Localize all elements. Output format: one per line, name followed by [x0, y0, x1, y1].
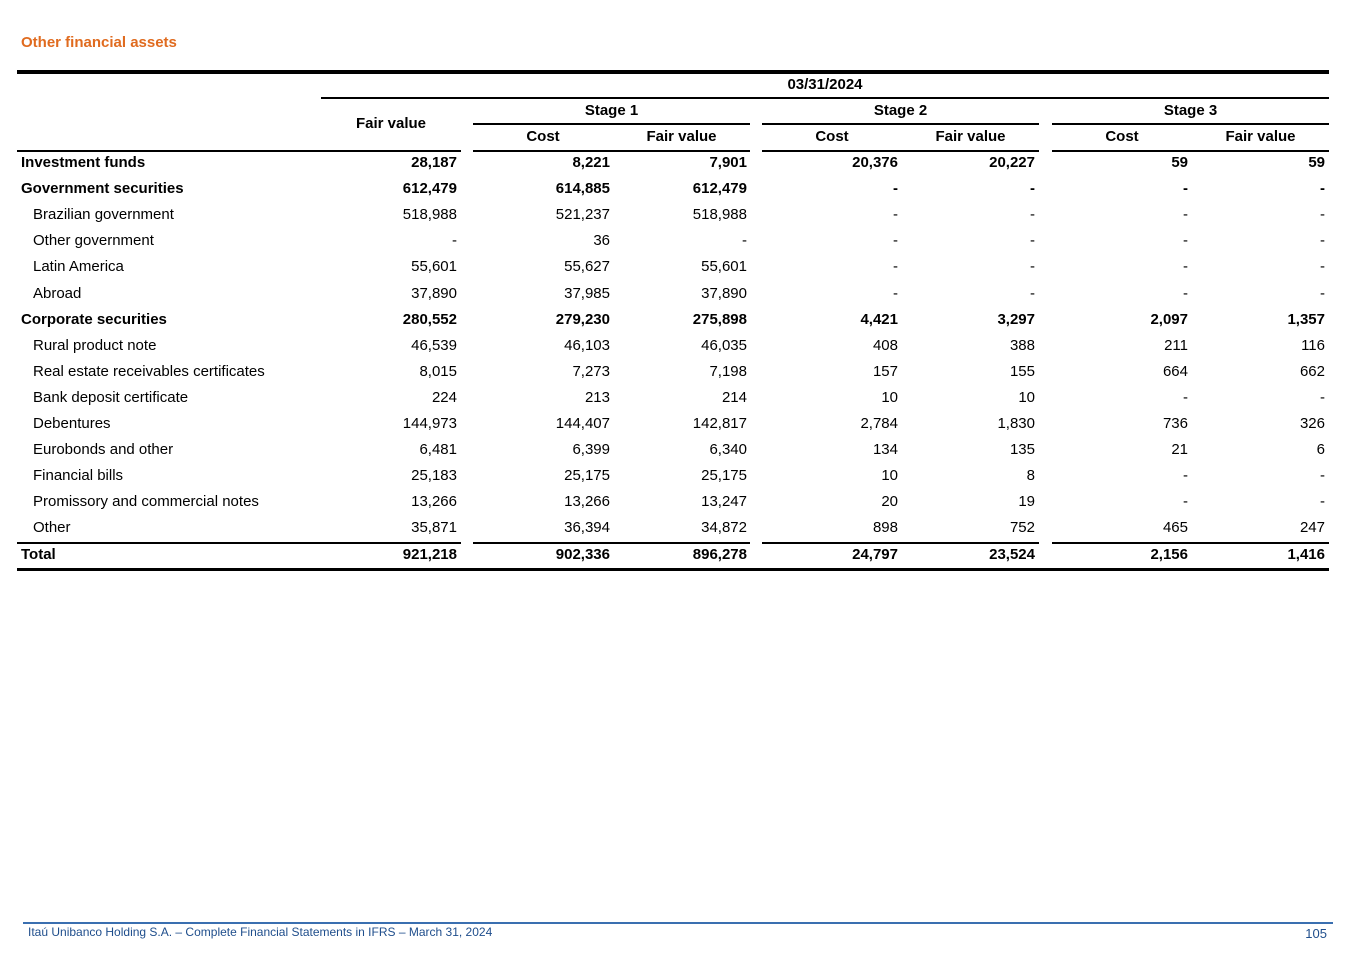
- header-stage-3-cost: Cost: [1105, 128, 1139, 145]
- row-value: -: [1320, 467, 1325, 485]
- row-value: -: [1320, 284, 1325, 302]
- row-value: -: [1320, 232, 1325, 250]
- row-value: 10: [1018, 388, 1035, 406]
- row-value: 8,015: [419, 362, 457, 380]
- table-bottom-rule: [17, 568, 1329, 571]
- row-value: 2,784: [860, 415, 898, 432]
- total-top-rule: [17, 542, 461, 544]
- stage-3-rule: [1052, 123, 1329, 125]
- total-value: 23,524: [989, 545, 1035, 563]
- row-value: -: [1030, 258, 1035, 276]
- row-value: 6,399: [572, 441, 610, 459]
- row-label: Investment funds: [21, 154, 146, 171]
- row-label: Latin America: [33, 258, 124, 276]
- row-value: -: [1320, 388, 1325, 406]
- row-value: 36: [593, 232, 610, 250]
- row-label: Rural product note: [33, 336, 157, 354]
- row-value: 662: [1299, 362, 1325, 380]
- row-value: 211: [1164, 336, 1188, 354]
- row-value: -: [1030, 206, 1035, 224]
- row-value: 46,539: [411, 336, 457, 354]
- row-value: 13,247: [701, 493, 747, 511]
- row-value: 55,601: [701, 258, 747, 276]
- footer-text: Itaú Unibanco Holding S.A. – Complete Financial Statements in IFRS – March 31, 2024: [28, 925, 493, 939]
- header-stage-1-fair-value: Fair value: [646, 128, 717, 145]
- row-value: 898: [872, 519, 898, 537]
- row-value: 59: [1171, 154, 1188, 171]
- row-value: 224: [431, 388, 457, 406]
- row-value: 7,901: [709, 154, 747, 171]
- row-value: 408: [872, 336, 898, 354]
- total-value: 2,156: [1150, 545, 1188, 563]
- row-value: 614,885: [555, 180, 610, 198]
- row-value: 55,601: [411, 258, 457, 276]
- row-label: Debentures: [33, 415, 111, 432]
- row-value: 46,035: [701, 336, 747, 354]
- row-value: -: [1030, 232, 1035, 250]
- row-value: 20,376: [852, 154, 898, 171]
- header-date: 03/31/2024: [787, 76, 863, 93]
- header-stage-3-fair-value: Fair value: [1225, 128, 1296, 145]
- total-label: Total: [21, 545, 56, 563]
- row-value: 37,890: [701, 284, 747, 302]
- total-value: 902,336: [555, 545, 610, 563]
- row-value: 214: [721, 388, 747, 406]
- header-stage-2: Stage 2: [873, 102, 928, 119]
- table-top-rule: [17, 70, 1329, 74]
- section-title: Other financial assets: [21, 34, 177, 51]
- stage-2-rule: [762, 123, 1039, 125]
- row-value: 34,872: [701, 519, 747, 537]
- row-value: 20,227: [989, 154, 1035, 171]
- row-label: Government securities: [21, 180, 184, 198]
- row-value: 1,357: [1287, 310, 1325, 328]
- row-label: Promissory and commercial notes: [33, 493, 259, 511]
- row-value: 612,479: [692, 180, 747, 198]
- row-value: 664: [1162, 362, 1188, 380]
- row-value: -: [1183, 388, 1188, 406]
- row-value: 465: [1162, 519, 1188, 537]
- row-value: 13,266: [411, 493, 457, 511]
- row-value: -: [742, 232, 747, 250]
- header-stage-1-cost: Cost: [526, 128, 560, 145]
- row-value: -: [1320, 206, 1325, 224]
- row-value: -: [1320, 180, 1325, 198]
- header-stage-2-cost: Cost: [815, 128, 849, 145]
- total-top-rule: [1052, 542, 1329, 544]
- row-value: 10: [881, 467, 898, 485]
- footer-rule: [23, 922, 1333, 924]
- row-value: -: [893, 258, 898, 276]
- row-label: Bank deposit certificate: [33, 388, 189, 406]
- row-value: 13,266: [564, 493, 610, 511]
- row-value: 46,103: [564, 336, 610, 354]
- total-top-rule: [762, 542, 1039, 544]
- row-value: -: [452, 232, 457, 250]
- row-value: 144,973: [402, 415, 457, 432]
- row-value: -: [893, 284, 898, 302]
- stage-1-rule: [473, 123, 750, 125]
- row-value: -: [893, 180, 898, 198]
- row-value: 37,985: [564, 284, 610, 302]
- header-date-rule: [321, 97, 1329, 99]
- row-value: -: [893, 206, 898, 224]
- row-value: 37,890: [411, 284, 457, 302]
- total-value: 24,797: [852, 545, 898, 563]
- header-stage-2-fair-value: Fair value: [935, 128, 1006, 145]
- row-value: -: [1183, 206, 1188, 224]
- row-value: 8,221: [572, 154, 610, 171]
- row-value: 518,988: [692, 206, 747, 224]
- total-top-rule: [473, 542, 750, 544]
- total-value: 921,218: [402, 545, 457, 563]
- row-value: 28,187: [411, 154, 457, 171]
- total-value: 1,416: [1287, 545, 1325, 563]
- row-value: 135: [1009, 441, 1035, 459]
- row-label: Other government: [33, 232, 154, 250]
- row-value: 6: [1316, 441, 1325, 459]
- row-value: 279,230: [555, 310, 610, 328]
- row-value: -: [1183, 232, 1188, 250]
- row-value: 55,627: [564, 258, 610, 276]
- row-value: -: [1183, 180, 1188, 198]
- row-value: -: [1320, 258, 1325, 276]
- page-number: 105: [1305, 926, 1327, 941]
- header-bottom-rule-left: [17, 150, 461, 152]
- row-value: -: [1183, 467, 1188, 485]
- row-value: 155: [1009, 362, 1035, 380]
- header-stage-1: Stage 1: [584, 102, 639, 119]
- row-value: -: [1183, 493, 1188, 511]
- row-value: 388: [1009, 336, 1035, 354]
- row-value: 25,175: [701, 467, 747, 485]
- row-value: 134: [872, 441, 898, 459]
- row-label: Financial bills: [33, 467, 124, 485]
- row-value: 142,817: [692, 415, 747, 432]
- row-value: 213: [584, 388, 610, 406]
- row-label: Other: [33, 519, 71, 537]
- row-value: 2,097: [1150, 310, 1188, 328]
- row-value: 247: [1299, 519, 1325, 537]
- row-value: 518,988: [402, 206, 457, 224]
- total-value: 896,278: [692, 545, 747, 563]
- row-value: 25,175: [564, 467, 610, 485]
- row-value: 20: [881, 493, 898, 511]
- row-value: 6,481: [419, 441, 457, 459]
- row-label: Brazilian government: [33, 206, 174, 224]
- row-value: 6,340: [709, 441, 747, 459]
- row-value: 280,552: [402, 310, 457, 328]
- header-stage-3: Stage 3: [1163, 102, 1218, 119]
- row-value: 36,394: [564, 519, 610, 537]
- row-value: 7,273: [572, 362, 610, 380]
- row-value: 275,898: [692, 310, 747, 328]
- row-value: -: [1320, 493, 1325, 511]
- row-label: Abroad: [33, 284, 82, 302]
- row-value: 116: [1301, 336, 1325, 354]
- row-value: 752: [1009, 519, 1035, 537]
- row-value: 7,198: [709, 362, 747, 380]
- row-value: 3,297: [997, 310, 1035, 328]
- header-bottom-rule-stage-1: [473, 150, 750, 152]
- row-value: 25,183: [411, 467, 457, 485]
- row-value: -: [1183, 258, 1188, 276]
- row-value: 35,871: [411, 519, 457, 537]
- row-value: 736: [1162, 415, 1188, 432]
- row-value: 157: [872, 362, 898, 380]
- header-bottom-rule-stage-2: [762, 150, 1039, 152]
- row-label: Corporate securities: [21, 310, 167, 328]
- row-value: 8: [1026, 467, 1035, 485]
- row-value: -: [1030, 180, 1035, 198]
- row-value: 1,830: [997, 415, 1035, 432]
- row-value: -: [893, 232, 898, 250]
- row-value: -: [1030, 284, 1035, 302]
- row-value: -: [1183, 284, 1188, 302]
- row-label: Eurobonds and other: [33, 441, 174, 459]
- row-label: Real estate receivables certificates: [33, 362, 265, 380]
- header-fair-value: Fair value: [355, 115, 427, 132]
- header-bottom-rule-stage-3: [1052, 150, 1329, 152]
- row-value: 144,407: [555, 415, 610, 432]
- row-value: 19: [1018, 493, 1035, 511]
- row-value: 59: [1308, 154, 1325, 171]
- row-value: 326: [1299, 415, 1325, 432]
- row-value: 521,237: [555, 206, 610, 224]
- row-value: 21: [1171, 441, 1188, 459]
- row-value: 612,479: [402, 180, 457, 198]
- row-value: 4,421: [860, 310, 898, 328]
- row-value: 10: [881, 388, 898, 406]
